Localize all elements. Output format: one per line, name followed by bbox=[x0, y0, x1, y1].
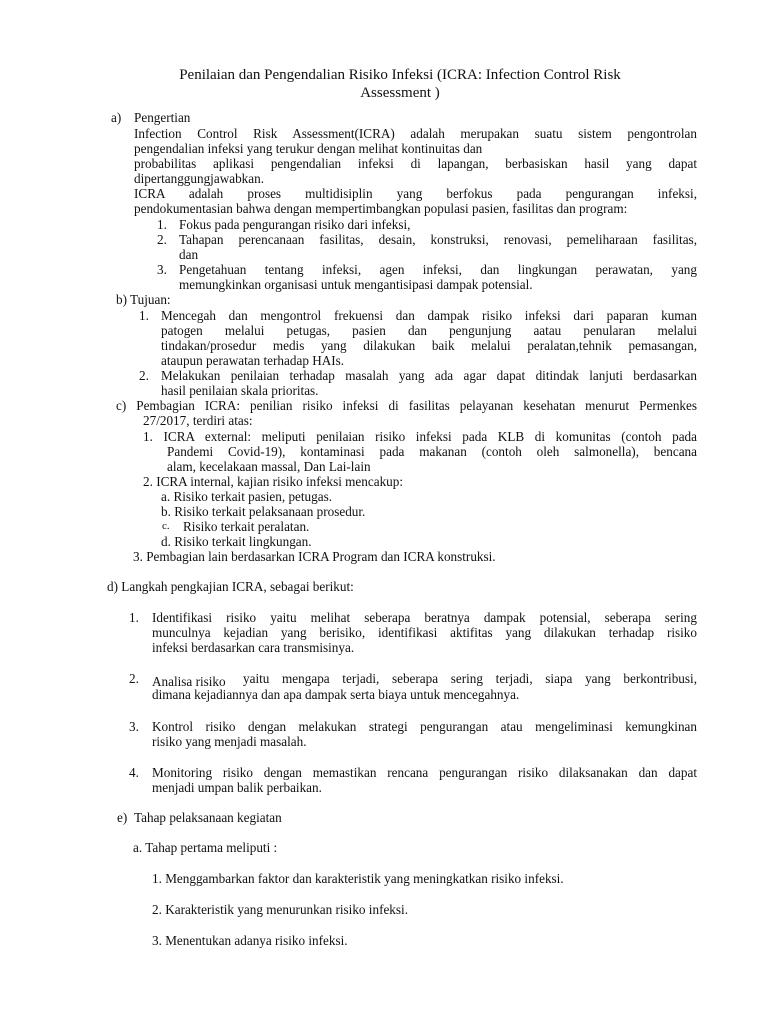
section-a-marker: a) bbox=[111, 110, 122, 125]
list-item-number: 1. bbox=[157, 217, 167, 232]
list-item: Pengetahuan tentang infeksi, agen infeksi, dan lingkungan perawatan, yang memungkinkan organisasi untuk mengantisipasi dampak potensial. bbox=[179, 262, 697, 292]
list-item: 2. Karakteristik yang menurunkan risiko infeksi. bbox=[152, 902, 408, 917]
section-e-heading: Tahap pelaksanaan kegiatan bbox=[134, 810, 282, 825]
section-e-marker: e) bbox=[117, 810, 128, 825]
section-a-heading: Pengertian bbox=[134, 110, 191, 125]
list-item: Tahapan perencanaan fasilitas, desain, konstruksi, renovasi, pemeliharaan fasilitas, dan bbox=[179, 232, 697, 262]
section-b-heading: b) Tujuan: bbox=[116, 292, 171, 307]
list-item: 3. Menentukan adanya risiko infeksi. bbox=[152, 933, 348, 948]
list-item-number: 2. bbox=[139, 368, 149, 383]
list-item-number: 3. bbox=[129, 719, 139, 734]
list-item-number: 4. bbox=[129, 765, 139, 780]
list-item: a. Risiko terkait pasien, petugas. bbox=[161, 489, 333, 504]
section-c-item-1: 1. ICRA external: meliputi penilaian risiko infeksi pada KLB di komunitas (contoh pada Pandemi Covid-19), kontaminasi pada makanan (contoh oleh salmonella), bencana alam, kecelakaan massal, Dan Lai-lain bbox=[143, 429, 697, 474]
section-c-item-2: 2. ICRA internal, kajian risiko infeksi mencakup: bbox=[143, 474, 404, 489]
list-item: Monitoring risiko dengan memastikan rencana pengurangan risiko dilaksanakan dan dapat menjadi umpan balik perbaikan. bbox=[152, 765, 697, 795]
list-item: 1. Menggambarkan faktor dan karakteristik yang meningkatkan risiko infeksi. bbox=[152, 871, 564, 886]
section-d-heading: d) Langkah pengkajian ICRA, sebagai berikut: bbox=[107, 579, 354, 594]
list-item: Fokus pada pengurangan risiko dari infeksi, bbox=[179, 217, 411, 232]
list-item-lead: Analisa risiko bbox=[152, 674, 226, 689]
section-e-subheading: a. Tahap pertama meliputi : bbox=[133, 840, 278, 855]
list-item-number: 2. bbox=[129, 671, 139, 686]
section-c-heading: c) Pembagian ICRA: penilian risiko infeksi di fasilitas pelayanan kesehatan menurut Permenkes 27/2017, terdiri atas: bbox=[116, 398, 697, 428]
list-item: Kontrol risiko dengan melakukan strategi pengurangan atau mengeliminasi kemungkinan risiko yang menjadi masalah. bbox=[152, 719, 697, 749]
list-item: d. Risiko terkait lingkungan. bbox=[161, 534, 312, 549]
list-item-number: 3. bbox=[157, 262, 167, 277]
section-c-item-3: 3. Pembagian lain berdasarkan ICRA Program dan ICRA konstruksi. bbox=[133, 549, 496, 564]
list-item: Melakukan penilaian terhadap masalah yang ada agar dapat ditindak lanjuti berdasarkan hasil penilaian skala prioritas. bbox=[161, 368, 697, 398]
title-line-1: Penilaian dan Pengendalian Risiko Infeksi (ICRA: Infection Control Risk bbox=[179, 67, 621, 83]
title-line-2: Assessment ) bbox=[360, 85, 440, 101]
list-item: Risiko terkait peralatan. bbox=[183, 519, 310, 534]
section-a-paragraph-2: ICRA adalah proses multidisiplin yang berfokus pada pengurangan infeksi, pendokumentasian bahwa dengan mempertimbangkan populasi pasien, fasilitas dan program: bbox=[134, 186, 697, 216]
list-item: yaitu mengapa terjadi, seberapa sering terjadi, siapa yang berkontribusi, dimana kejadiannya dan apa dampak serta biaya untuk mencegahnya. bbox=[152, 671, 697, 702]
document-title bbox=[100, 66, 700, 102]
list-item-number: 1. bbox=[129, 610, 139, 625]
list-item: b. Risiko terkait pelaksanaan prosedur. bbox=[161, 504, 366, 519]
section-a-paragraph-1: Infection Control Risk Assessment(ICRA) adalah merupakan suatu sistem pengontrolan pengendalian infeksi yang terukur dengan melihat kontinuitas dan probabilitas aplikasi pengendalian infeksi di lapangan, berbasiskan hasil yang dapat dipertanggungjawabkan. bbox=[134, 126, 697, 186]
list-item-number: c. bbox=[162, 520, 170, 532]
list-item: Identifikasi risiko yaitu melihat seberapa beratnya dampak potensial, seberapa sering munculnya kejadian yang berisiko, identifikasi aktifitas yang dilakukan terhadap risiko infeksi berdasarkan cara transmisinya. bbox=[152, 610, 697, 655]
list-item-number: 2. bbox=[157, 232, 167, 247]
list-item: Mencegah dan mengontrol frekuensi dan dampak risiko infeksi dari paparan kuman patogen melalui petugas, pasien dan pengunjung aatau penularan melalui tindakan/prosedur medis yang dilakukan baik melalui peralatan,tehnik pemasangan, ataupun perawatan terhadap HAIs. bbox=[161, 308, 697, 368]
list-item-number: 1. bbox=[139, 308, 149, 323]
